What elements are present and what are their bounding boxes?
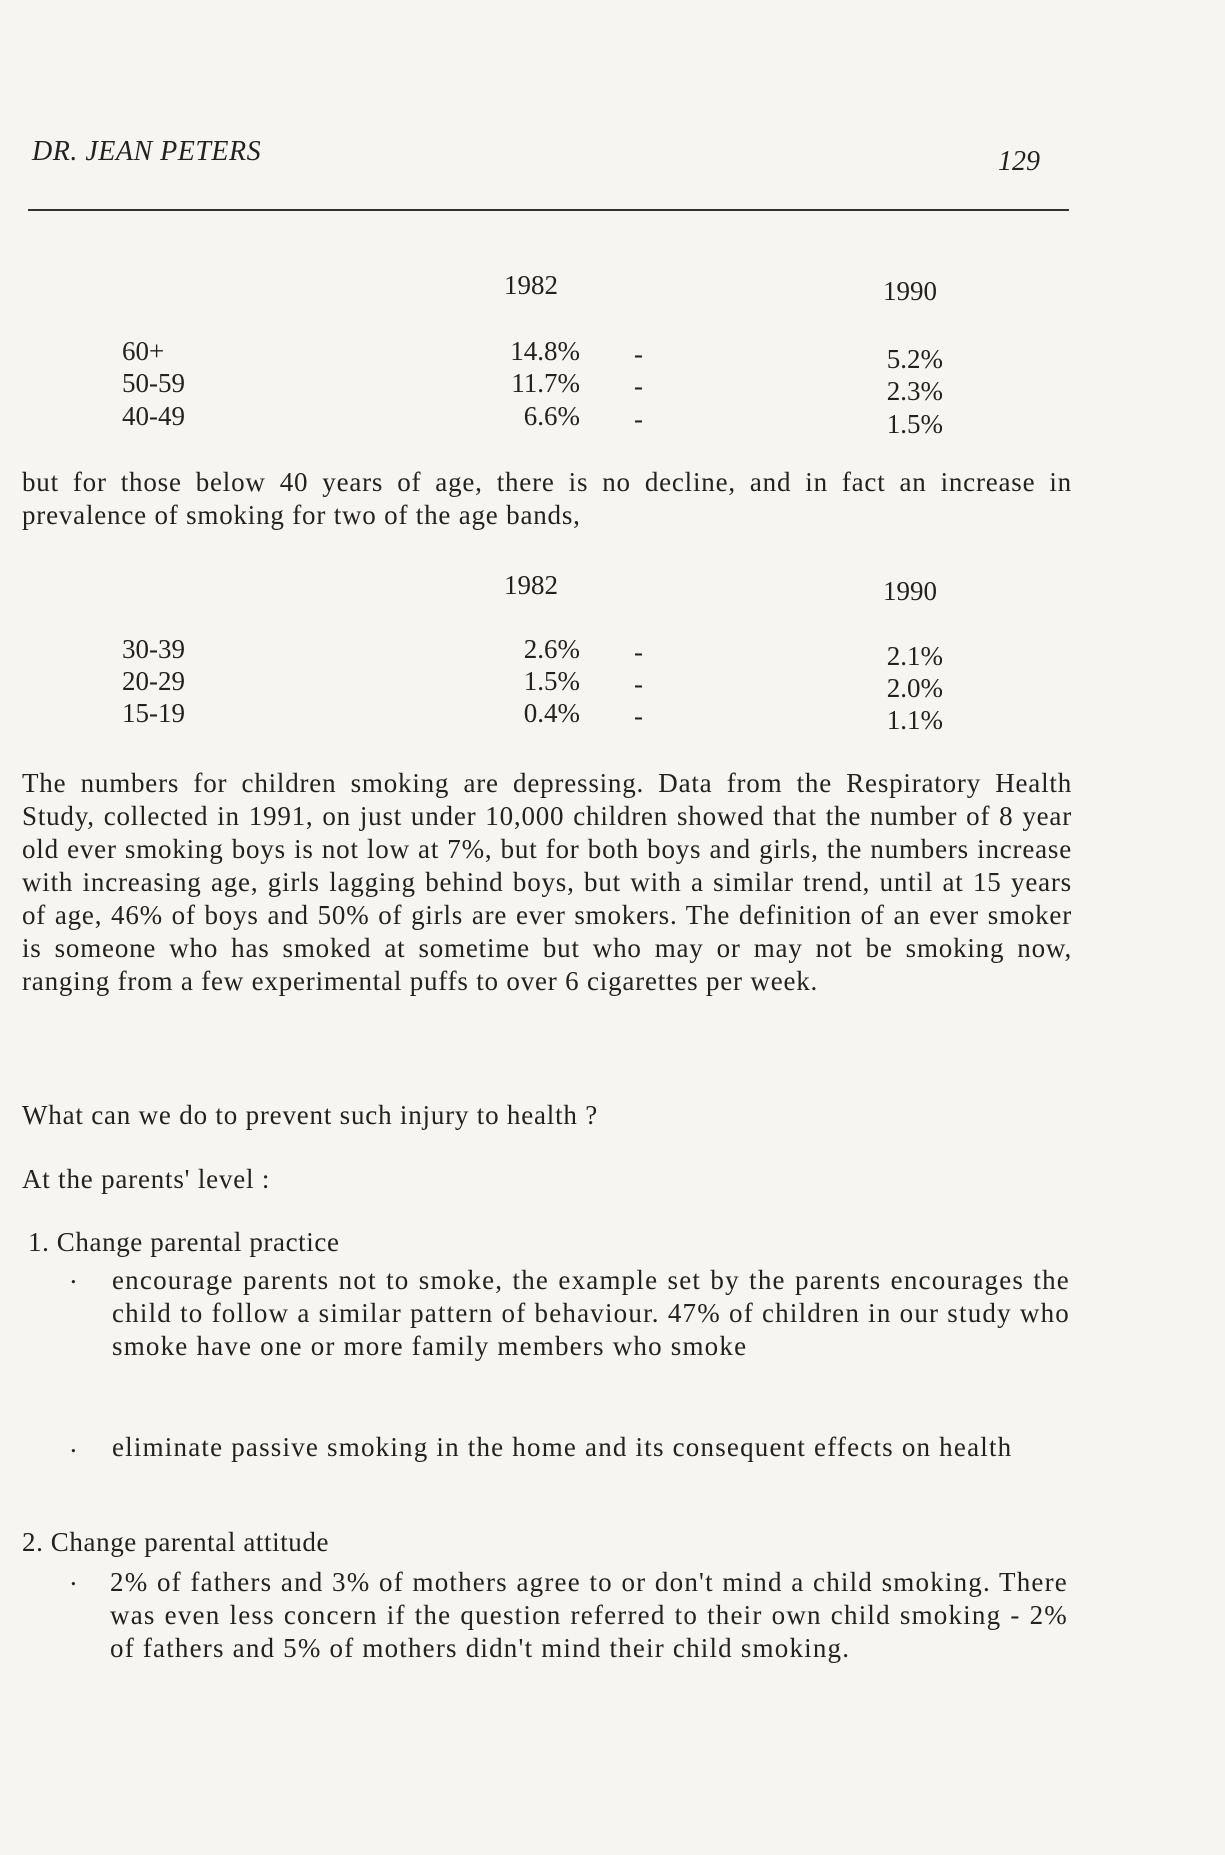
value-1990: 5.2%	[886, 344, 943, 374]
bullet-marker: .	[70, 1259, 77, 1289]
range-dash: -	[634, 339, 643, 369]
value-1990: 2.3%	[886, 376, 943, 406]
parents-level-line: At the parents' level :	[22, 1164, 271, 1194]
value-1982: 0.4%	[523, 698, 580, 728]
age-band: 40-49	[122, 401, 185, 431]
year-header-1990: 1990	[883, 576, 937, 606]
list-heading-attitude: 2. Change parental attitude	[22, 1527, 330, 1557]
header-rule	[28, 209, 1069, 211]
value-1982: 1.5%	[523, 666, 580, 696]
year-header-1982: 1982	[504, 270, 558, 300]
table-row	[0, 368, 1225, 406]
table-row	[0, 698, 1225, 735]
range-dash: -	[634, 701, 643, 731]
page-number: 129	[998, 146, 1040, 177]
list-heading-practice: 1. Change parental practice	[28, 1227, 340, 1257]
bullet-marker: .	[70, 1561, 77, 1591]
age-band: 20-29	[122, 666, 185, 696]
year-header-1982: 1982	[504, 570, 558, 600]
range-dash: -	[634, 669, 643, 699]
range-dash: -	[634, 371, 643, 401]
age-band: 15-19	[122, 698, 185, 728]
bullet-marker: .	[70, 1428, 77, 1458]
age-band: 60+	[122, 336, 165, 366]
age-band: 50-59	[122, 368, 185, 398]
year-header-1990: 1990	[883, 276, 937, 306]
bullet-text: eliminate passive smoking in the home and its consequent effects on health	[112, 1432, 1013, 1462]
paragraph-below-40: but for those below 40 years of age, there is no decline, and in fact an increase in prevalence of smoking for two of the age bands,	[22, 467, 1072, 530]
table-row	[0, 401, 1225, 439]
age-band: 30-39	[122, 634, 185, 664]
value-1982: 2.6%	[523, 634, 580, 664]
range-dash: -	[634, 637, 643, 667]
value-1990: 1.5%	[886, 409, 943, 439]
range-dash: -	[634, 404, 643, 434]
bullet-text: 2% of fathers and 3% of mothers agree to or don't mind a child smoking. There was even less concern if the question referred to their own child smoking - 2% of fathers and 5% of mothers didn't mind their child smoking.	[110, 1567, 1068, 1663]
paragraph-children: The numbers for children smoking are depressing. Data from the Respiratory Health Study, collected in 1991, on just under 10,000 children showed that the number of 8 year old ever smoking boys is not low at 7%, but for both boys and girls, the numbers increase with increasing age, girls lagging behind boys, but with a similar trend, until at 15 years of age, 46% of boys and 50% of girls are ever smokers. The definition of an ever smoker is someone who has smoked at sometime but who may or may not be smoking now, ranging from a few experimental puffs to over 6 cigarettes per week.	[22, 768, 1072, 996]
bullet-text: encourage parents not to smoke, the example set by the parents encourages the child to follow a similar pattern of behaviour. 47% of children in our study who smoke have one or more family members who smoke	[112, 1265, 1070, 1361]
value-1990: 2.0%	[886, 673, 943, 703]
value-1982: 11.7%	[511, 368, 580, 398]
value-1990: 1.1%	[886, 705, 943, 735]
value-1982: 6.6%	[523, 401, 580, 431]
table-row	[0, 666, 1225, 703]
running-head: DR. JEAN PETERS	[32, 136, 262, 167]
question-line: What can we do to prevent such injury to health ?	[22, 1100, 599, 1130]
value-1990: 2.1%	[886, 641, 943, 671]
table-row	[0, 634, 1225, 671]
value-1982: 14.8%	[510, 336, 580, 366]
table-row	[0, 336, 1225, 374]
